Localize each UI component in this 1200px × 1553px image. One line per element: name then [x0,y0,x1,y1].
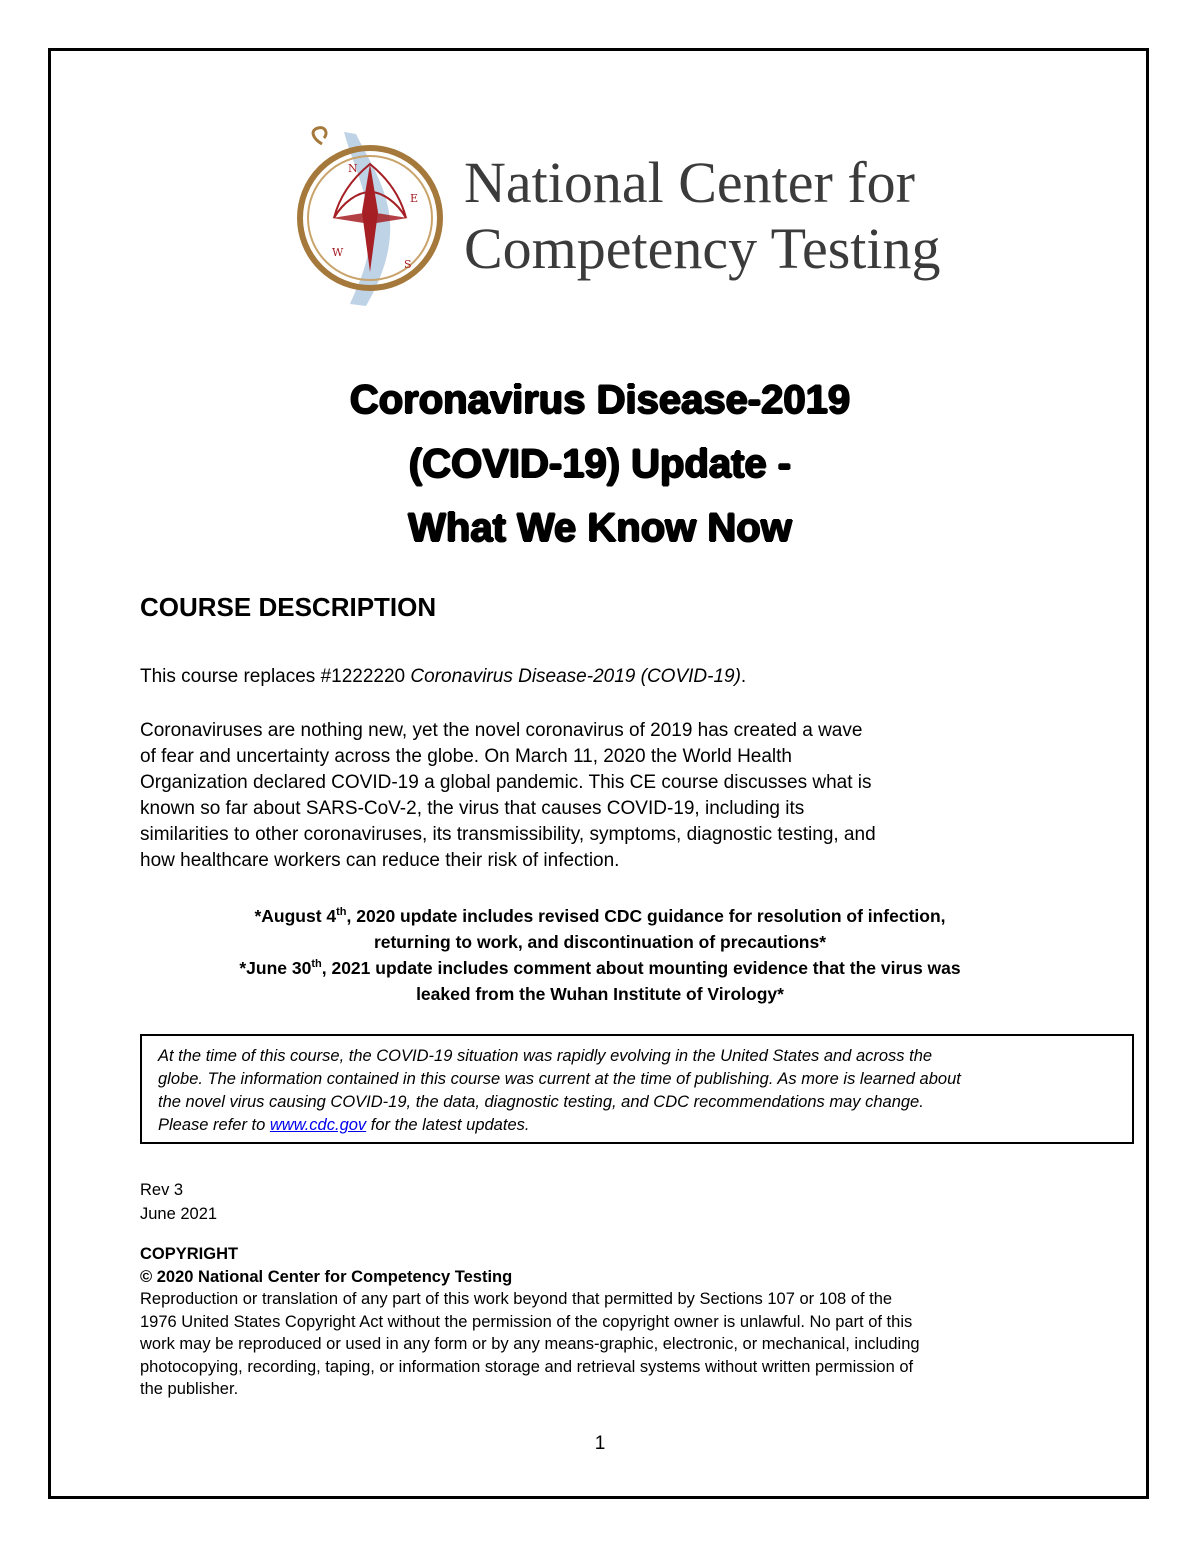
description-line: known so far about SARS-CoV-2, the virus that causes COVID-19, including its [140,798,805,819]
document-title [0,368,1200,560]
replaces-suffix: . [740,666,747,687]
copyright-block [140,1243,1060,1401]
copyright-line: Reproduction or translation of any part of this work beyond that permitted by Sections 107 or 108 of the [140,1290,893,1308]
org-name-line-1: National Center for [464,150,915,215]
disclaimer-box [140,1034,1134,1144]
course-description-heading: COURSE DESCRIPTION [140,592,437,622]
disclaimer-line: At the time of this course, the COVID-19 situation was rapidly evolving in the United States and across the [158,1047,933,1065]
description-paragraph [140,718,1070,874]
copyright-holder: © 2020 National Center for Competency Testing [140,1267,513,1286]
compass-letter-s: S [404,258,412,271]
copyright-line: work may be reproduced or used in any form or by any means-graphic, electronic, or mechanical, including [140,1335,920,1353]
description-line: Coronaviruses are nothing new, yet the novel coronavirus of 2019 has created a wave [140,720,863,741]
update-1-end: , 2020 update includes revised CDC guidance for resolution of infection, [346,906,946,926]
update-note-1 [140,903,1060,929]
description-line: similarities to other coronaviruses, its transmissibility, symptoms, diagnostic testing, and [140,824,876,845]
org-name-line-2: Competency Testing [464,216,941,281]
update-note-2 [140,955,1060,981]
compass-hook [313,128,326,144]
update-2-end: , 2021 update includes comment about mounting evidence that the virus was [321,958,961,978]
page-number: 1 [594,1433,606,1454]
disclaimer-line: the novel virus causing COVID-19, the data, diagnostic testing, and CDC recommendations may change. [158,1093,924,1111]
copyright-heading: COPYRIGHT [140,1245,239,1263]
title-line-3: What We Know Now [408,506,792,550]
compass-letter-e: E [410,192,419,205]
cdc-link[interactable]: www.cdc.gov [269,1116,367,1134]
revision-date: June 2021 [140,1205,218,1223]
replaces-prefix: This course replaces #1222220 [140,666,411,687]
description-line: how healthcare workers can reduce their risk of infection. [140,850,620,871]
replaces-paragraph [140,664,1070,690]
revision-info [140,1178,217,1226]
update-notes [140,903,1060,1007]
copyright-line: photocopying, recording, taping, or information storage and retrieval systems without written permission of [140,1357,914,1376]
disclaimer-refer-suffix: for the latest updates. [366,1116,530,1134]
disclaimer-line: globe. The information contained in this course was current at the time of publishing. As more is learned about [158,1070,961,1088]
compass-letter-w: W [332,246,344,259]
replaced-course-title: Coronavirus Disease-2019 (COVID-19) [410,666,741,687]
description-line: of fear and uncertainty across the globe. On March 11, 2020 the World Health [140,746,793,767]
description-line: Organization declared COVID-19 a global pandemic. This CE course discusses what is [140,772,872,793]
update-2-ordinal: th [311,958,322,971]
title-line-1: Coronavirus Disease-2019 [349,378,851,422]
compass-letter-n: N [348,162,358,175]
update-1-start: *August 4 [254,906,337,926]
compass-needle-cross [332,212,408,224]
nvct-logo [232,72,986,344]
update-2-start: *June 30 [239,958,312,978]
copyright-line: 1976 United States Copyright Act without the permission of the copyright owner is unlawful. No part of this [140,1312,913,1331]
logo-graphic [232,72,986,344]
update-1-ordinal: th [336,906,347,919]
title-line-2: (COVID-19) Update - [408,442,792,486]
update-note-1-cont: returning to work, and discontinuation of precautions* [373,932,827,952]
disclaimer-last-line [158,1114,1116,1137]
revision-number: Rev 3 [140,1181,184,1199]
disclaimer-refer-text: Please refer to [158,1116,270,1134]
update-note-2-cont: leaked from the Wuhan Institute of Virology* [416,984,784,1004]
copyright-line: the publisher. [140,1380,239,1398]
